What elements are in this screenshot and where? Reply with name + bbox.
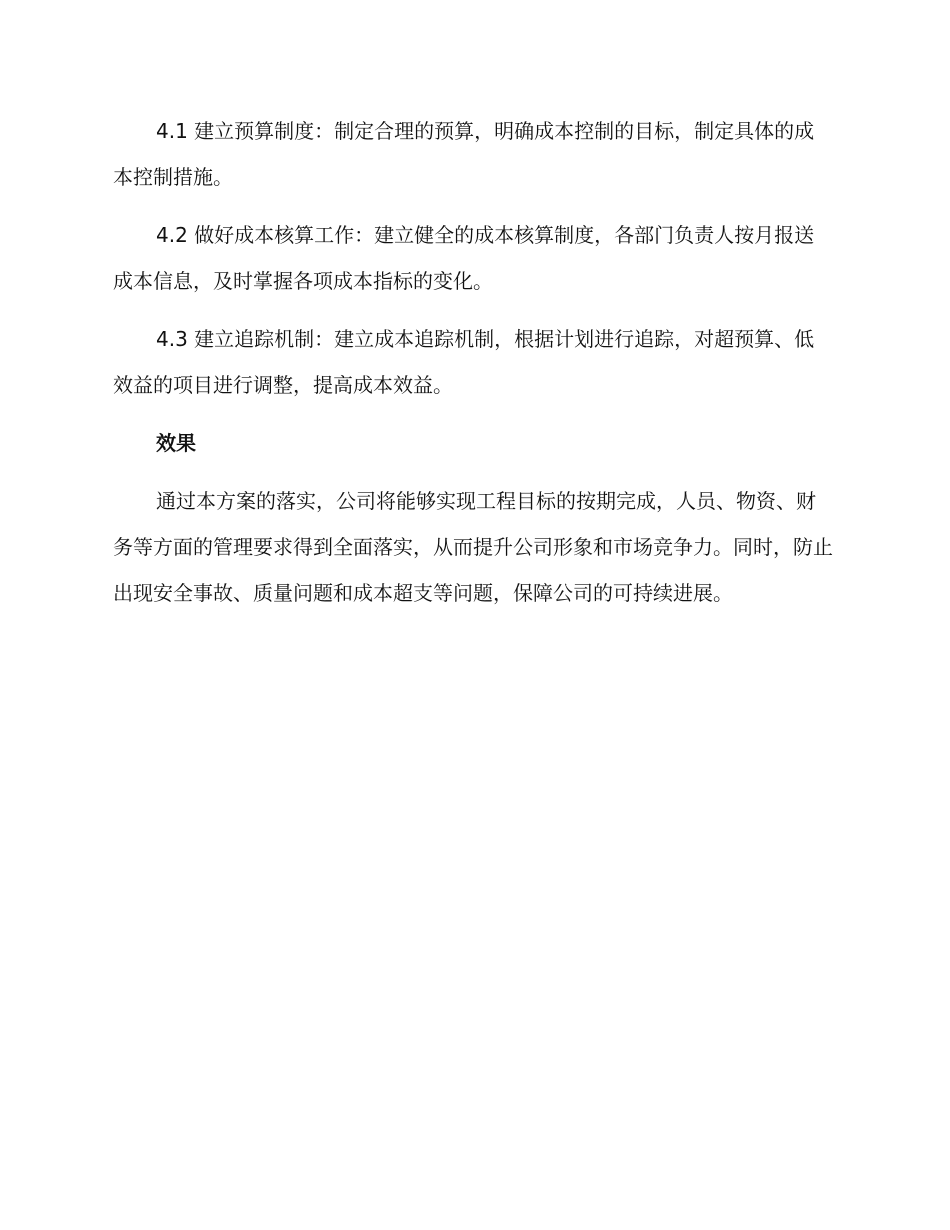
document-body [113,108,833,628]
section-heading: 效果 [156,431,196,455]
paragraph-4-3: 4.3 建立追踪机制：建立成本追踪机制，根据计划进行追踪，对超预算、低效益的项目进行调整，提高成本效益。 [113,327,815,397]
paragraph-4-1: 4.1 建立预算制度：制定合理的预算，明确成本控制的目标，制定具体的成本控制措施。 [113,119,815,189]
paragraph-4-2: 4.2 做好成本核算工作：建立健全的成本核算制度，各部门负责人按月报送成本信息，及时掌握各项成本指标的变化。 [113,223,815,293]
conclusion-paragraph: 通过本方案的落实，公司将能够实现工程目标的按期完成，人员、物资、财务等方面的管理要求得到全面落实，从而提升公司形象和市场竞争力。同时，防止出现安全事故、质量问题和成本超支等问题，保障公司的可持续进展。 [113,489,833,605]
